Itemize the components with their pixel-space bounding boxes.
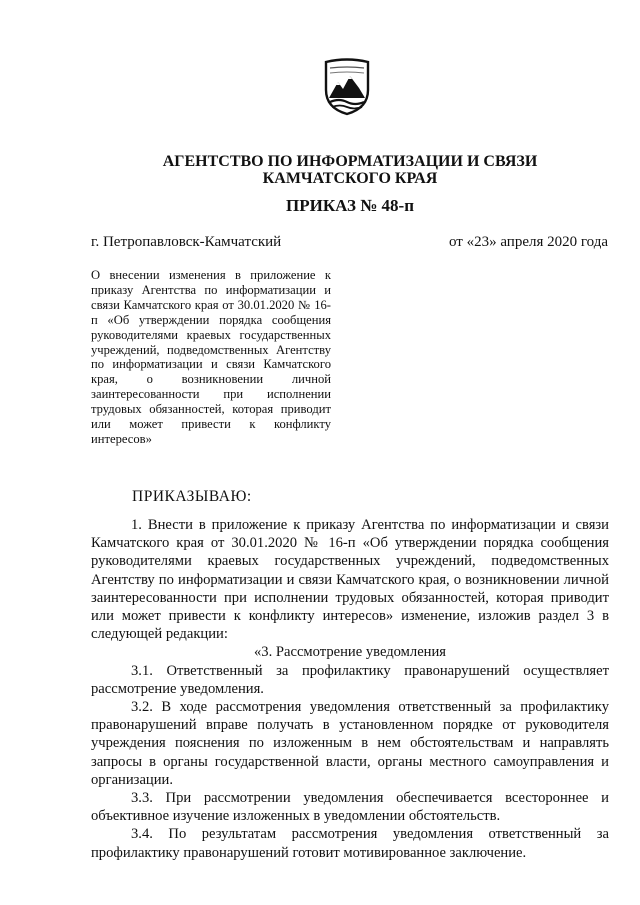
paragraph-3-2: 3.2. В ходе рассмотрения уведомления ответственный за профилактику правонарушений вправе получать в установленном порядке от руководителя учреждения пояснения по изложенным в нем обстоятельствам и направлять запросы в органы государственной власти, органы местного самоуправления и организации. bbox=[91, 699, 609, 788]
agency-name-line1: АГЕНТСТВО ПО ИНФОРМАТИЗАЦИИ И СВЯЗИ bbox=[162, 153, 538, 170]
paragraph-1: 1. Внести в приложение к приказу Агентства по информатизации и связи Камчатского края от 30.01.2020 № 16-п «Об утверждении порядка сообщения руководителями краевых государственных учреждений, подведомственных Агентству по информатизации и связи Камчатского края, о возникновении личной заинтересованности при исполнении трудовых обязанностей, которая приводит или может привести к конфликту интересов» изменение, изложив раздел 3 в следующей редакции: bbox=[91, 517, 609, 643]
section-3-title: «3. Рассмотрение уведомления bbox=[253, 644, 446, 661]
order-subject: О внесении изменения в приложение к приказу Агентства по информатизации и связи Камчатского края от 30.01.2020 № 16-п «Об утверждении порядка сообщения руководителями краевых государственных учреждений, подведомственных Агентству по информатизации и связи Камчатского края, о возникновении личной заинтересованности при исполнении трудовых обязанностей, которая приводит или может привести к конфликту интересов» bbox=[91, 268, 331, 446]
order-date: от «23» апреля 2020 года bbox=[448, 234, 608, 250]
order-body bbox=[91, 516, 609, 862]
paragraph-3-3: 3.3. При рассмотрении уведомления обеспечивается всестороннее и объективное изучение изложенных в уведомлении обстоятельств. bbox=[91, 790, 609, 825]
paragraph-3-1: 3.1. Ответственный за профилактику правонарушений осуществляет рассмотрение уведомления. bbox=[91, 662, 609, 697]
agency-name-line2: КАМЧАТСКОГО КРАЯ bbox=[262, 170, 438, 187]
kamchatka-emblem-icon bbox=[322, 56, 372, 116]
decree-word: ПРИКАЗЫВАЮ: bbox=[132, 488, 252, 505]
paragraph-3-4: 3.4. По результатам рассмотрения уведомления ответственный за профилактику правонарушений готовит мотивированное заключение. bbox=[91, 826, 609, 861]
order-title: ПРИКАЗ № 48-п bbox=[285, 196, 415, 215]
city-label: г. Петропавловск-Камчатский bbox=[91, 234, 282, 250]
